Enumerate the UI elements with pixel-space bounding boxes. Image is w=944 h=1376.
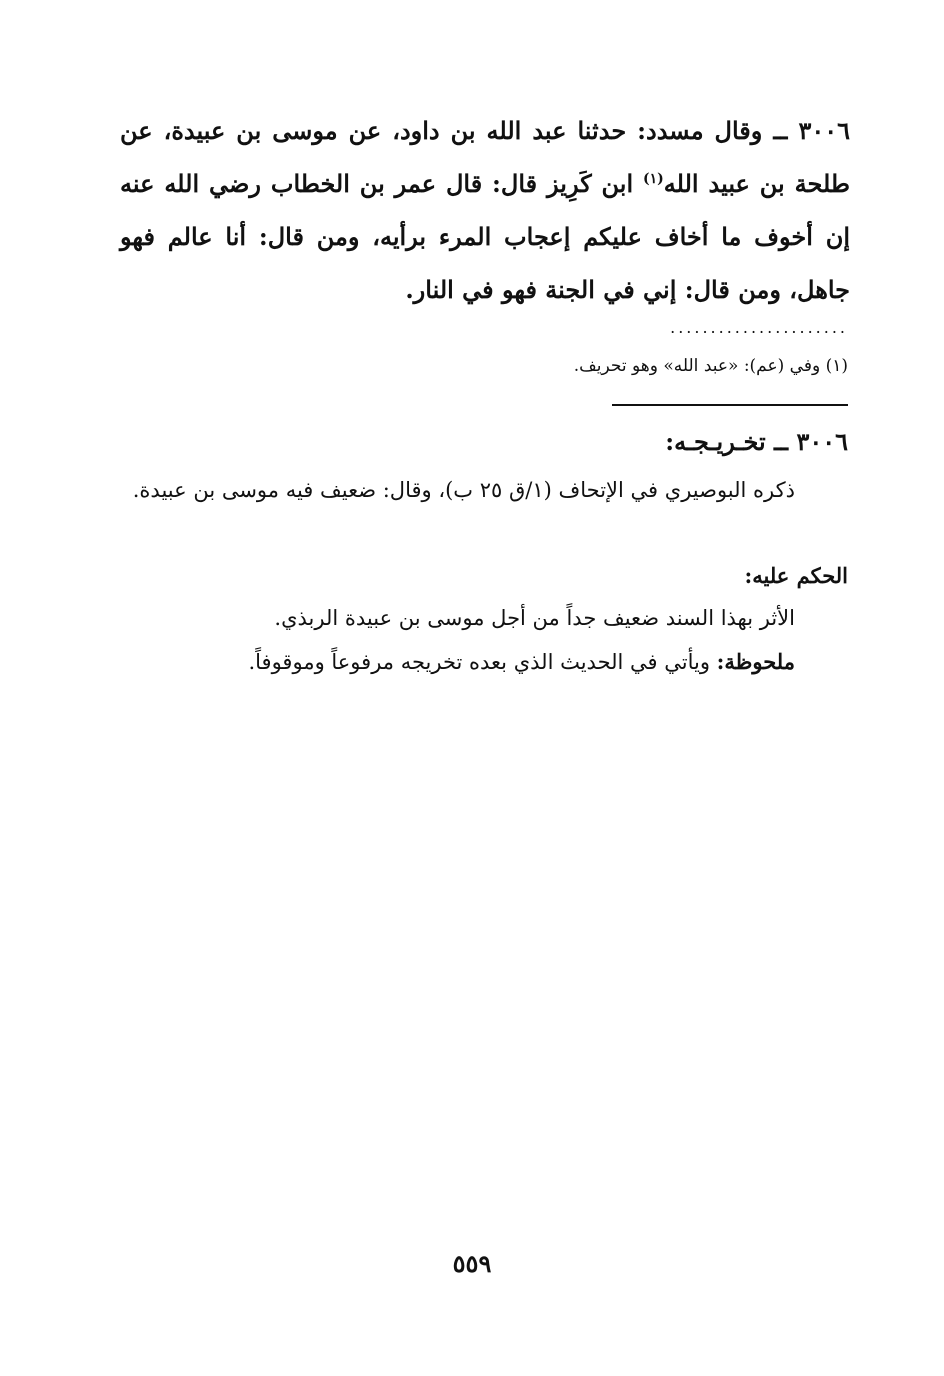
note-text: ويأتي في الحديث الذي بعده تخريجه مرفوعاً وموقوفاً. xyxy=(248,650,717,674)
hadith-text xyxy=(120,104,850,316)
hadith-isnad: ٣٠٠٦ ــ وقال مسدد: حدثنا عبد الله بن داود، عن موسى بن عبيدة، عن طلحة بن عبيد الله xyxy=(120,116,851,198)
note-label: ملحوظة: xyxy=(716,649,795,674)
ruling-heading: الحكم عليه: xyxy=(744,563,848,588)
hadith-matn: ابن كَرِيز قال: قال عمر بن الخطاب رضي الله عنه إن أخوف ما أخاف عليكم إعجاب المرء برأيه، ومن قال: أنا عالم فهو جاهل، ومن قال: إني في الجنة فهو في النار. xyxy=(120,169,850,304)
note-paragraph xyxy=(120,642,795,682)
takhrij-text: ذكره البوصيري في الإتحاف (١/ق ٢٥ ب)، وقال: ضعيف فيه موسى بن عبيدة. xyxy=(132,478,795,502)
ruling-text: الأثر بهذا السند ضعيف جداً من أجل موسى بن عبيدة الربذي. xyxy=(274,606,795,630)
footnote-separator: ...................... xyxy=(670,318,848,337)
page-number: ٥٥٩ xyxy=(452,1249,492,1278)
footnote-text: (١) وفي (عم): «عبد الله» وهو تحريف. xyxy=(573,356,848,376)
footnote-reference: (١) xyxy=(643,171,664,187)
section-divider xyxy=(612,404,848,406)
takhrij-heading: ٣٠٠٦ ــ تخـريـجـه: xyxy=(665,427,848,456)
